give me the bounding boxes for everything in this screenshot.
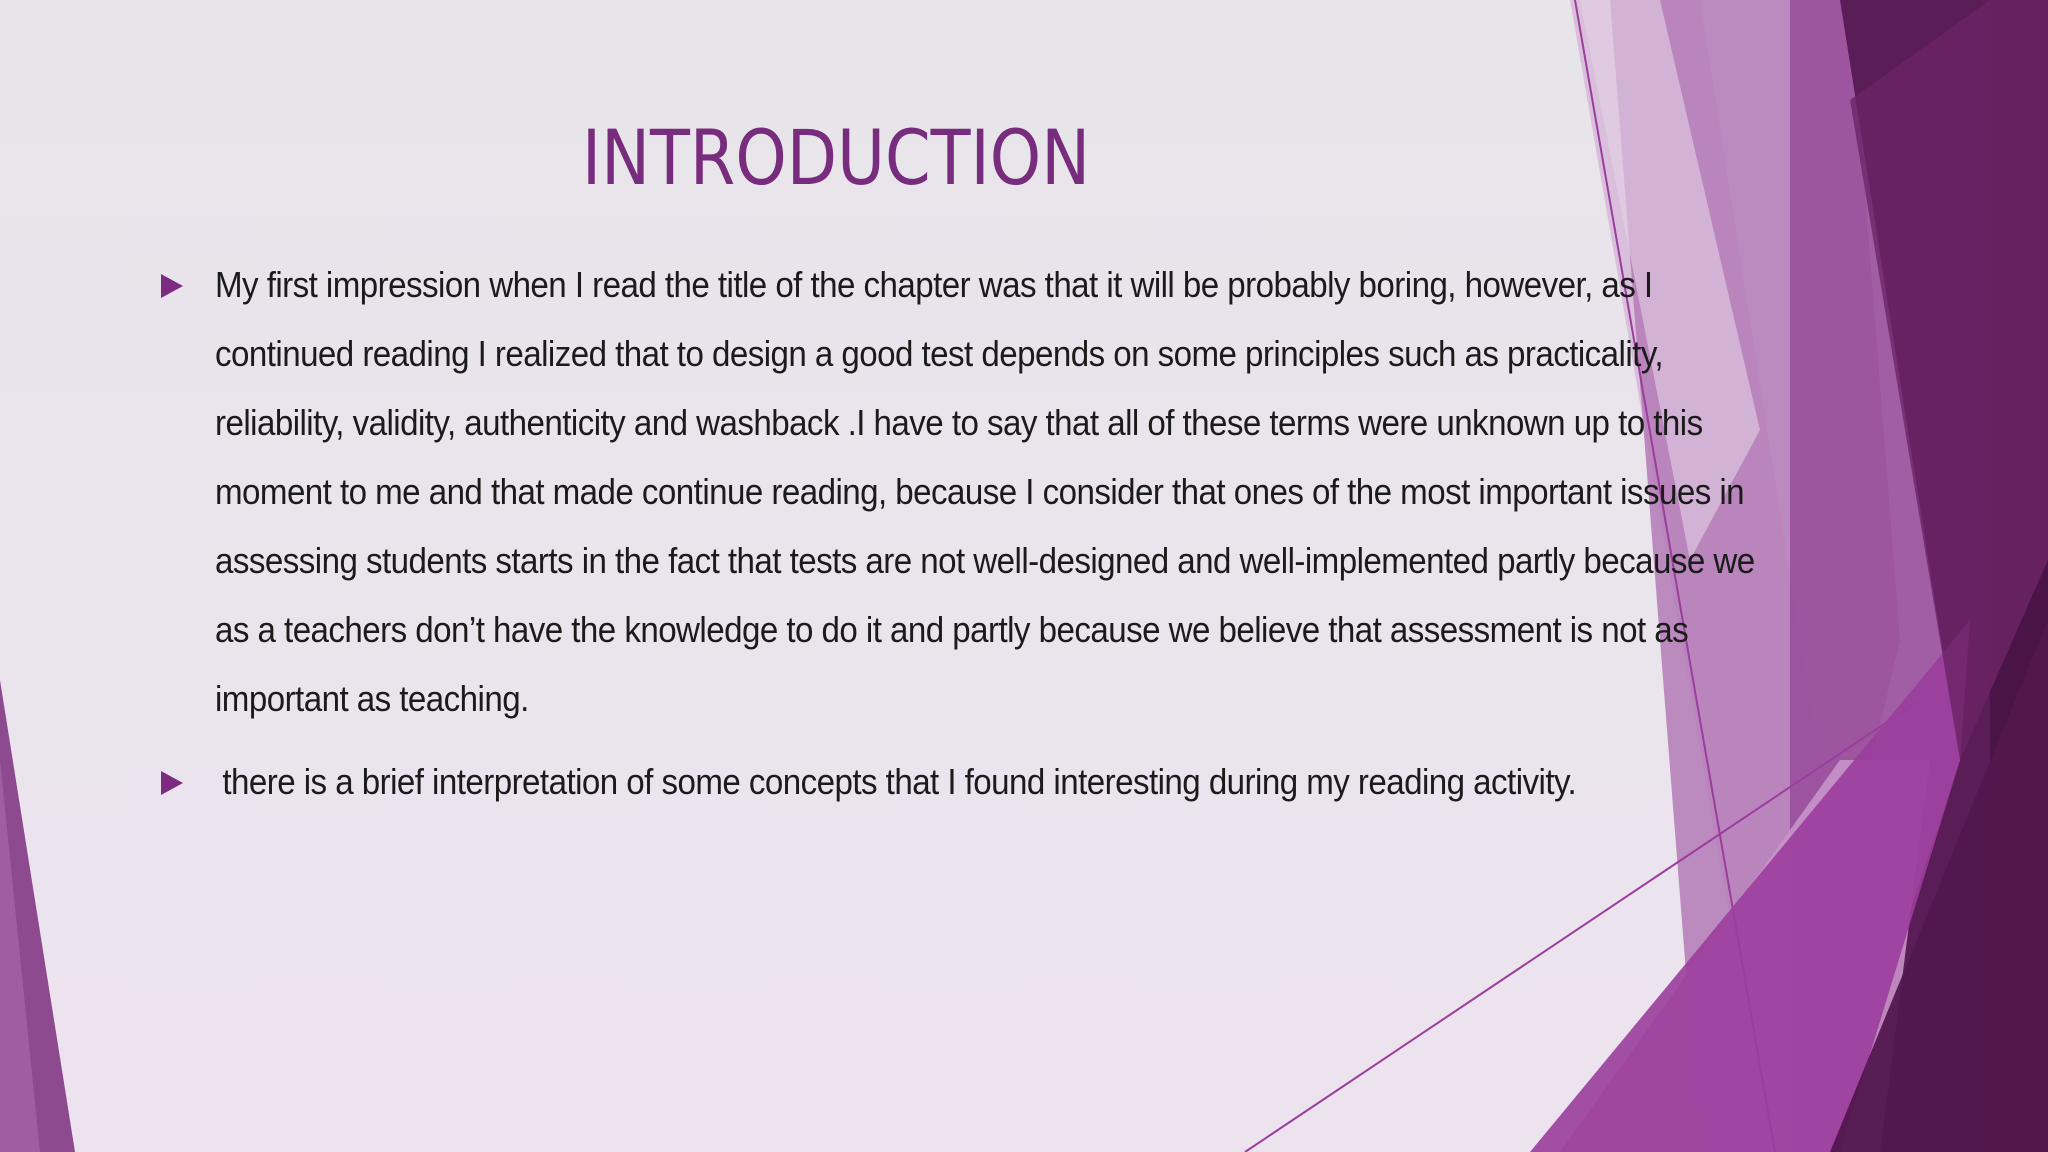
play-triangle-icon [161,771,183,795]
bullet-item [152,250,1755,733]
bullet-text: My first impression when I read the title of the chapter was that it will be probably boring, however, as I continued reading I realized that to design a good test depends on some principles such as practicality, reliability, validity, authenticity and washback .I have to say that all of these terms were unknown up to this moment to me and that made continue reading, because I consider that ones of the most important issues in assessing students starts in the fact that tests are not well-designed and well-implemented partly because we as a teachers don’t have the knowledge to do it and partly because we believe that assessment is not as important as teaching. [215,264,1755,719]
bullet-text: there is a brief interpretation of some concepts that I found interesting during my reading activity. [222,761,1577,802]
bullet-item [152,747,1622,816]
slide-title: INTRODUCTION [581,113,1091,202]
play-triangle-icon [161,274,183,298]
bullet-list [152,250,1755,830]
